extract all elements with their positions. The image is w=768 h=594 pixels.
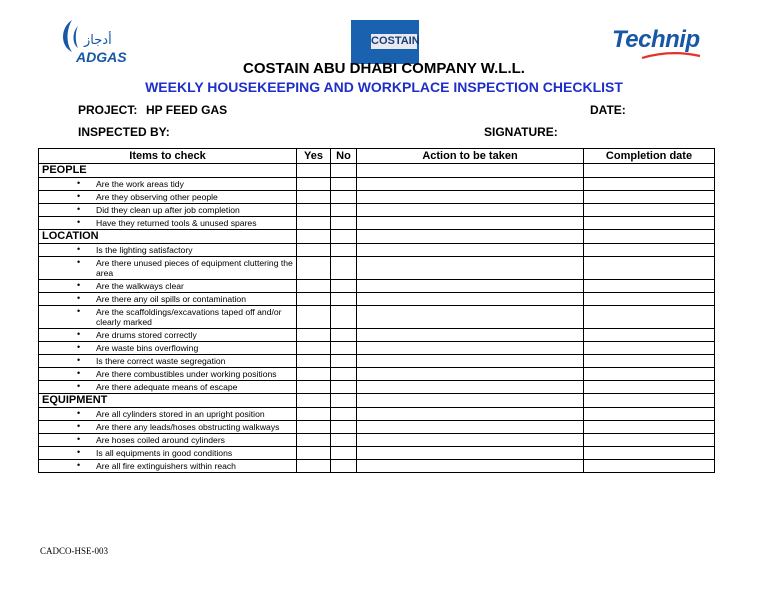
check-item-text: Are there any leads/hoses obstructing walkways [96,422,280,432]
action-cell[interactable] [357,434,584,447]
bullet-icon: • [77,191,81,201]
yes-cell[interactable] [297,368,331,381]
yes-cell[interactable] [297,280,331,293]
action-cell[interactable] [357,306,584,329]
action-cell[interactable] [357,244,584,257]
section-label: EQUIPMENT [39,394,297,408]
checklist-item-row [39,257,715,280]
completion-cell[interactable] [584,368,715,381]
bullet-icon: • [77,355,81,365]
check-item [39,329,297,342]
check-item-text: Is there correct waste segregation [96,356,226,366]
check-item [39,368,297,381]
completion-cell[interactable] [584,164,715,178]
technip-logo [612,24,708,64]
completion-cell[interactable] [584,204,715,217]
yes-cell[interactable] [297,329,331,342]
check-item [39,306,297,329]
yes-cell[interactable] [297,342,331,355]
action-cell[interactable] [357,342,584,355]
checklist-item-row [39,381,715,394]
no-cell[interactable] [331,394,357,408]
checklist-item-row [39,368,715,381]
no-cell[interactable] [331,293,357,306]
action-cell[interactable] [357,191,584,204]
check-item [39,355,297,368]
check-item [39,434,297,447]
checklist-item-row [39,447,715,460]
check-item [39,244,297,257]
adgas-arabic: أدجاز [84,33,112,48]
check-item [39,280,297,293]
checklist-item-row [39,306,715,329]
section-row [39,394,715,408]
check-item-text: Are drums stored correctly [96,330,197,340]
check-item [39,460,297,473]
checklist-item-row [39,460,715,473]
bullet-icon: • [77,293,81,303]
no-cell[interactable] [331,204,357,217]
header-completion: Completion date [584,149,715,164]
action-cell[interactable] [357,257,584,280]
no-cell[interactable] [331,306,357,329]
checklist-item-row [39,434,715,447]
header-items: Items to check [39,149,297,164]
action-cell[interactable] [357,217,584,230]
checklist-item-row [39,217,715,230]
no-cell[interactable] [331,368,357,381]
header-action: Action to be taken [357,149,584,164]
bullet-icon: • [77,408,81,418]
checklist-item-row [39,421,715,434]
yes-cell[interactable] [297,394,331,408]
check-item-text: Are all cylinders stored in an upright position [96,409,265,419]
yes-cell[interactable] [297,421,331,434]
no-cell[interactable] [331,460,357,473]
yes-cell[interactable] [297,178,331,191]
completion-cell[interactable] [584,394,715,408]
section-label: PEOPLE [39,164,297,178]
project-value: HP FEED GAS [146,103,228,117]
company-title: COSTAIN ABU DHABI COMPANY W.L.L. [243,60,525,77]
check-item-text: Are all fire extinguishers within reach [96,461,236,471]
check-item [39,293,297,306]
completion-cell[interactable] [584,306,715,329]
date-label: DATE: [590,103,626,117]
bullet-icon: • [77,217,81,227]
header-no: No [331,149,357,164]
yes-cell[interactable] [297,191,331,204]
action-cell[interactable] [357,293,584,306]
check-item-text: Are there any oil spills or contamination [96,294,246,304]
completion-cell[interactable] [584,178,715,191]
no-cell[interactable] [331,421,357,434]
check-item-text: Did they clean up after job completion [96,205,240,215]
check-item-text: Is the lighting satisfactory [96,245,193,255]
bullet-icon: • [77,244,81,254]
completion-cell[interactable] [584,434,715,447]
checklist-item-row [39,244,715,257]
bullet-icon: • [77,204,81,214]
completion-cell[interactable] [584,191,715,204]
no-cell[interactable] [331,178,357,191]
no-cell[interactable] [331,355,357,368]
action-cell[interactable] [357,230,584,244]
bullet-icon: • [77,447,81,457]
action-cell[interactable] [357,329,584,342]
action-cell[interactable] [357,164,584,178]
checklist-item-row [39,408,715,421]
inspected-by-label: INSPECTED BY: [78,125,170,139]
signature-label: SIGNATURE: [484,125,558,139]
check-item [39,257,297,280]
checklist-item-row [39,191,715,204]
check-item [39,408,297,421]
completion-cell[interactable] [584,447,715,460]
bullet-icon: • [77,368,81,378]
table-header-row [39,149,715,164]
check-item [39,447,297,460]
bullet-icon: • [77,178,81,188]
bullet-icon: • [77,280,81,290]
yes-cell[interactable] [297,293,331,306]
check-item-text: Are there unused pieces of equipment cluttering the area [96,258,293,278]
completion-cell[interactable] [584,217,715,230]
yes-cell[interactable] [297,164,331,178]
yes-cell[interactable] [297,434,331,447]
yes-cell[interactable] [297,447,331,460]
no-cell[interactable] [331,191,357,204]
bullet-icon: • [77,434,81,444]
yes-cell[interactable] [297,460,331,473]
completion-cell[interactable] [584,421,715,434]
project-label: PROJECT: [78,103,138,117]
checklist-item-row [39,329,715,342]
yes-cell[interactable] [297,355,331,368]
completion-cell[interactable] [584,381,715,394]
no-cell[interactable] [331,164,357,178]
no-cell[interactable] [331,381,357,394]
no-cell[interactable] [331,230,357,244]
action-cell[interactable] [357,394,584,408]
technip-text: Technip [612,26,700,53]
no-cell[interactable] [331,217,357,230]
action-cell[interactable] [357,381,584,394]
check-item-text: Are the walkways clear [96,281,184,291]
yes-cell[interactable] [297,204,331,217]
yes-cell[interactable] [297,306,331,329]
section-row [39,164,715,178]
bullet-icon: • [77,342,81,352]
adgas-text: ADGAS [76,49,127,65]
bullet-icon: • [77,306,81,316]
checklist-item-row [39,342,715,355]
inspection-checklist-table [38,148,715,473]
checklist-title: WEEKLY HOUSEKEEPING AND WORKPLACE INSPECTION CHECKLIST [145,79,623,95]
action-cell[interactable] [357,204,584,217]
action-cell[interactable] [357,421,584,434]
no-cell[interactable] [331,280,357,293]
completion-cell[interactable] [584,230,715,244]
header-yes: Yes [297,149,331,164]
check-item [39,217,297,230]
check-item-text: Are they observing other people [96,192,218,202]
action-cell[interactable] [357,280,584,293]
check-item [39,178,297,191]
yes-cell[interactable] [297,230,331,244]
no-cell[interactable] [331,257,357,280]
check-item-text: Are the work areas tidy [96,179,184,189]
completion-cell[interactable] [584,460,715,473]
completion-cell[interactable] [584,244,715,257]
check-item [39,381,297,394]
check-item-text: Are the scaffoldings/excavations taped off and/or clearly marked [96,307,282,327]
no-cell[interactable] [331,342,357,355]
bullet-icon: • [77,421,81,431]
check-item-text: Are there combustibles under working positions [96,369,277,379]
yes-cell[interactable] [297,408,331,421]
completion-cell[interactable] [584,342,715,355]
section-row [39,230,715,244]
costain-text: COSTAIN [371,35,420,47]
completion-cell[interactable] [584,257,715,280]
check-item-text: Are there adequate means of escape [96,382,238,392]
action-cell[interactable] [357,355,584,368]
yes-cell[interactable] [297,381,331,394]
check-item-text: Have they returned tools & unused spares [96,218,257,228]
completion-cell[interactable] [584,408,715,421]
action-cell[interactable] [357,408,584,421]
checklist-body [39,164,715,473]
checklist-item-row [39,178,715,191]
check-item [39,191,297,204]
checklist-item-row [39,355,715,368]
action-cell[interactable] [357,447,584,460]
completion-cell[interactable] [584,355,715,368]
yes-cell[interactable] [297,217,331,230]
checklist-item-row [39,204,715,217]
costain-logo [351,20,419,64]
check-item-text: Are waste bins overflowing [96,343,199,353]
no-cell[interactable] [331,329,357,342]
no-cell[interactable] [331,244,357,257]
completion-cell[interactable] [584,280,715,293]
bullet-icon: • [77,329,81,339]
check-item [39,342,297,355]
no-cell[interactable] [331,447,357,460]
check-item [39,204,297,217]
bullet-icon: • [77,381,81,391]
check-item [39,421,297,434]
check-item-text: Are hoses coiled around cylinders [96,435,225,445]
no-cell[interactable] [331,408,357,421]
checklist-item-row [39,280,715,293]
check-item-text: Is all equipments in good conditions [96,448,233,458]
section-label: LOCATION [39,230,297,244]
bullet-icon: • [77,460,81,470]
document-code: CADCO-HSE-003 [40,546,109,556]
bullet-icon: • [77,257,81,267]
checklist-item-row [39,293,715,306]
action-cell[interactable] [357,460,584,473]
completion-cell[interactable] [584,329,715,342]
action-cell[interactable] [357,178,584,191]
yes-cell[interactable] [297,244,331,257]
no-cell[interactable] [331,434,357,447]
yes-cell[interactable] [297,257,331,280]
completion-cell[interactable] [584,293,715,306]
action-cell[interactable] [357,368,584,381]
